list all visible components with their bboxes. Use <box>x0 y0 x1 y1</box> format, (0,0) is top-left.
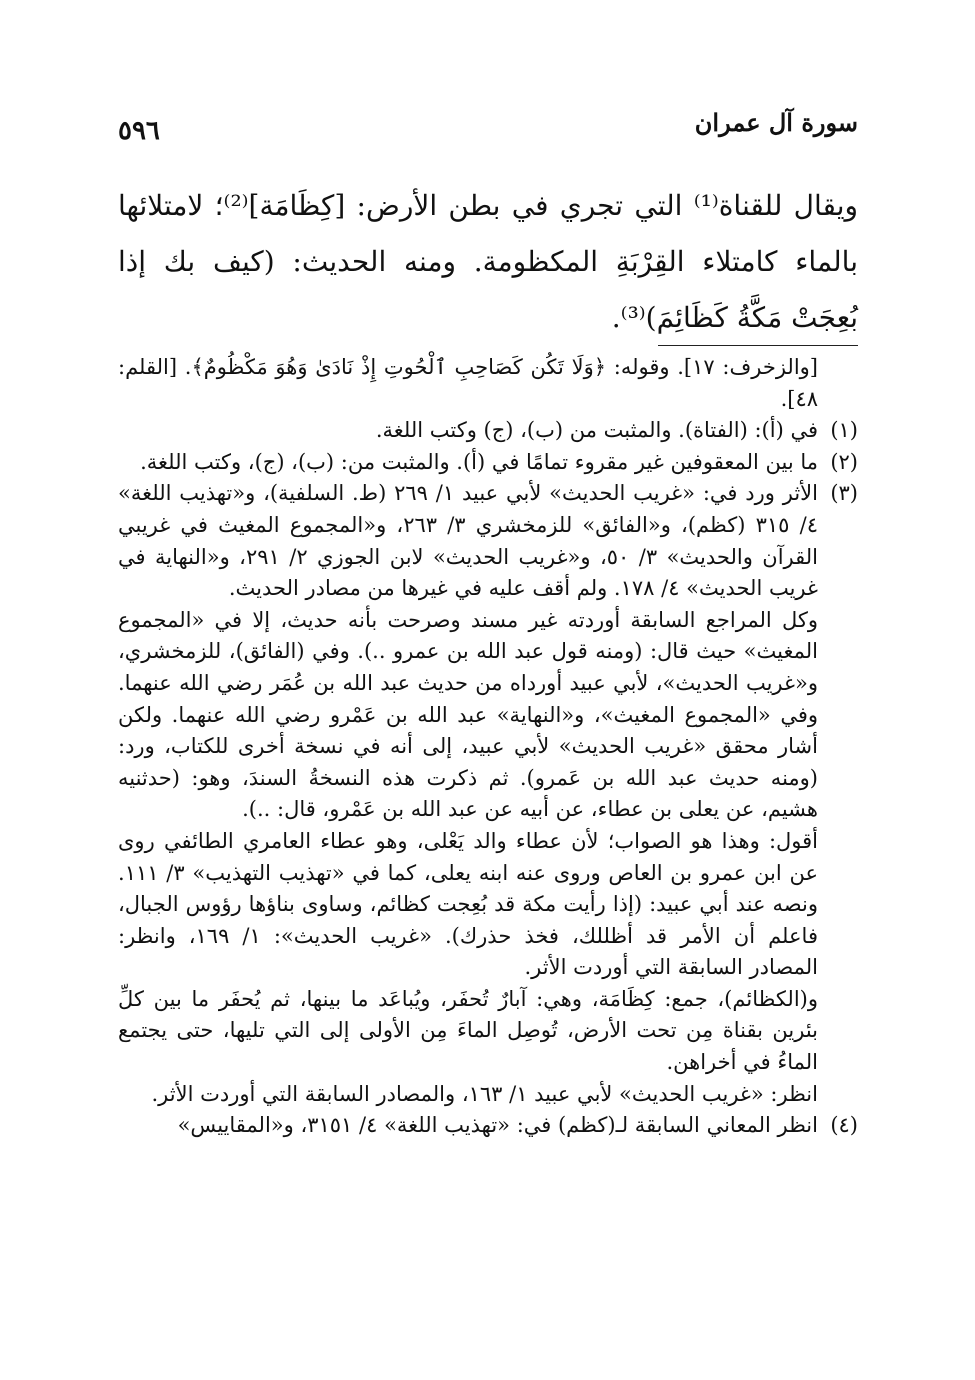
footnote-text: أقول: وهذا هو الصواب؛ لأن عطاء والد يَعْلى، وهو عطاء العامري الطائفي روى عن ابن عمرو بن العاص وروى عنه ابنه يعلى، كما في «تهذيب التهذيب» ٣/ ١١١. ونصه عند أبي عبيد: (إذا رأيت مكة قد بُعِجت كظائم، وساوى بناؤها رؤوس الجبال، فاعلم أن الأمر قد أظللك، فخذ حذرك). «غريب الحديث»: ١/ ١٦٩، وانظر: المصادر السابقة التي أوردت الأثر. <box>118 828 818 980</box>
footnote-2 <box>118 447 858 479</box>
footnote-text: وكل المراجع السابقة أوردته غير مسند وصرحت بأنه حديث، إلا في «المجموع المغيث» حيث قال: (ومنه قول عبد الله بن عمرو ..). وفي (الفائق)، للزمخشري، و«غريب الحديث»، لأبي عبيد أورداه من حديث عبد الله بن عُمَر رضي الله عنهما. وفي «المجموع المغيث»، و«النهاية» عبد الله بن عَمْرو رضي الله عنهما. ولكن أشار محقق «غريب الحديث» لأبي عبيد، إلى أنه في نسخة أخرى للكتاب، ورد: (ومنه حديث عبد الله بن عَمرو). ثم ذكرت هذه النسخةُ السندَ، وهو: (حدثنيه هشيم، عن يعلى بن عطاء، عن أبيه عن عبد الله بن عَمْرو، قال: ..). <box>118 607 818 822</box>
footnote-number: (٤) <box>830 1113 858 1138</box>
footnote-3 <box>118 478 858 1110</box>
footnotes <box>118 352 858 1142</box>
footnote-number: (١) <box>830 418 858 443</box>
footnote-text: و(الكظائم)، جمع: كِظَامَة، وهي: آبارٌ تُحفَر، ويُباعَد ما بينها، ثم يُحفَر ما بين كلِّ بئرين بقناة مِن تحت الأرض، تُوصِل الماءَ مِن الأولى إلى التي تليها، حتى يجتمع الماءُ في أخراهن. <box>118 986 818 1075</box>
page-header <box>118 108 858 158</box>
footnote-number: (٢) <box>830 449 858 474</box>
footnote-text: الأثر ورد في: «غريب الحديث» لأبي عبيد ١/ ٢٦٩ (ط. السلفية)، و«تهذيب اللغة» ٤/ ٣١٥ (كظم)، و«الفائق» للزمخشري ٣/ ٢٦٣، و«المجموع المغيث في غريبي القرآن والحديث» ٣/ ٥٠، و«غريب الحديث» لابن الجوزي ٢/ ٢٩١، و«النهاية في غريب الحديث» ٤/ ١٧٨. ولم أقف عليه في غيرها من مصادر الحديث. <box>118 481 818 601</box>
main-paragraph: ويقال للقناة⁽¹⁾ التي تجري في بطن الأرض: [كِظَامَة]⁽²⁾؛ لامتلائها بالماء كامتلاء القِرْبَةِ المكظومة. ومنه الحديث: (كيف بك إذا بُعِجَتْ مَكَّةُ كَظَائِمَ)⁽³⁾. <box>118 189 859 334</box>
page-number: ٥٩٦ <box>118 116 160 146</box>
footnote-1 <box>118 415 858 447</box>
footnote-continuation: [والزخرف: ١٧]. وقوله: ﴿وَلَا تَكُن كَصَاحِبِ ٱلْحُوتِ إِذْ نَادَىٰ وَهُوَ مَكْظُومٌ﴾. [القلم: ٤٨]. <box>118 355 818 411</box>
footnote-text: انظر المعاني السابقة لـ(كظم) في: «تهذيب اللغة» ٤/ ٣١٥١، و«المقاييس» <box>177 1113 818 1138</box>
footnote-text: ما بين المعقوفين غير مقروء تمامًا في (أ). والمثبت من: (ب)، (ج)، وكتب اللغة. <box>140 449 818 474</box>
footnote-text: انظر: «غريب الحديث» لأبي عبيد ١/ ١٦٣، والمصادر السابقة التي أوردت الأثر. <box>151 1081 818 1106</box>
main-text <box>118 178 858 346</box>
footnote-4 <box>118 1110 858 1142</box>
footnote-separator <box>658 345 858 346</box>
footnote-text: في (أ): (الفتاة). والمثبت من (ب)، (ج) وكتب اللغة. <box>375 418 818 443</box>
page-title: سورة آل عمران <box>694 108 858 137</box>
footnote-number: (٣) <box>830 481 858 506</box>
